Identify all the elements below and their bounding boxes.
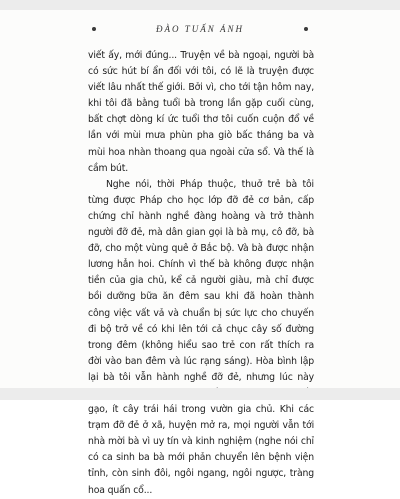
top-margin-band [0,0,400,10]
paragraph-2: Nghe nói, thời Pháp thuộc, thuở trẻ bà tôi từng được Pháp cho học lớp đỡ đẻ cơ bản, cấp chứng chỉ hành nghề đàng hoàng và trở thành người đỡ đẻ, mà dân gian gọi là bà mụ, cô đỡ, bà đỡ, cho một vùng quê ở Bắc bộ. Và bà được nhận lương hẳn hoi. Chính vì thế bà không được nhận tiền của gia chủ, kể cả người giàu, mà chỉ được bồi dưỡng bữa ăn đêm sau khi đã hoàn thành công việc vất vả và chuẩn bị sức lực cho chuyến đi bộ trở về có khi lên tới cả chục cây số đường trong đêm (không hiểu sao trẻ con rất thích ra đời vào ban đêm và lúc rạng sáng). Hòa bình lập lại bà tôi vẫn hành nghề đỡ đẻ, nhưng lúc này gạo, ít cây trái hái trong vườn gia chủ. Khi các trạm đỡ đẻ ở xã, huyện mở ra, mọi người vẫn tới nhà mời bà vì uy tín và kinh nghiệm (nghe nói chỉ có ca sinh ba bà mới phản chuyển lên bệnh viện tỉnh, còn sinh đôi, ngôi ngang, ngôi ngược, tràng hoa quấn cổ... [88,178,314,496]
bottom-margin-band [0,388,400,400]
running-head-author: ĐÀO TUẤN ẢNH [155,24,244,34]
right-ornament-dot [304,27,308,31]
paragraph-1: viết ấy, mới đúng... Truyện về bà ngoại, người bà có sức hút bí ẩn đối với tôi, có lẽ là truyện được viết lâu nhất thế giới. Bởi vì, cho tới tận hôm nay, khi tôi đã bằng tuổi bà trong lần gặp cuối cùng, bất chợt dòng kí ức tuổi thơ tôi cuốn cuộn đổ về lần với mùi mưa phùn pha giò bấc tháng ba và mùi hoa nhàn thoang qua ngoài cửa sổ. Và thế là cầm bút. [88,50,314,174]
page-body [88,48,314,499]
left-ornament-dot [92,27,96,31]
page-header [0,22,400,36]
